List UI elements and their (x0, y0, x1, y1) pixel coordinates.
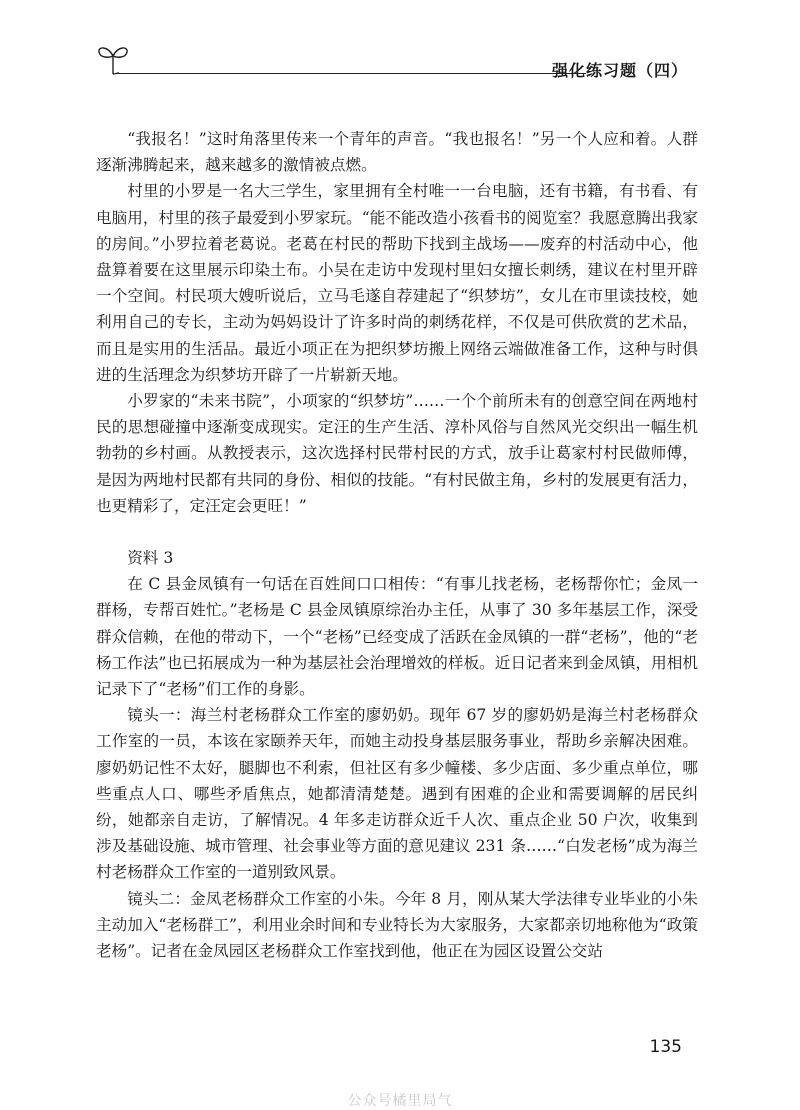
paragraph: 镜头二：金凤老杨群众工作室的小朱。今年 8 月，刚从某大学法律专业毕业的小朱主动加入“老杨群工”，利用业余时间和专业特长为大家服务，大家都亲切地称他为“政策老杨”。记者在金凤园区老杨群众工作室找到他，他正在为园区设置公交站 (96, 889, 698, 961)
section-title: 强化练习题（四） (551, 61, 688, 80)
paragraph: 镜头一：海兰村老杨群众工作室的廖奶奶。现年 67 岁的廖奶奶是海兰村老杨群众工作室的一员，本该在家颐养天年，而她主动投身基层服务事业，帮助乡亲解决困难。廖奶奶记性不太好，腿脚也不利索，但社区有多少幢楼、多少店面、多少重点单位，哪些重点人口、哪些矛盾焦点，她都清清楚楚。遇到有困难的企业和需要调解的居民纠纷，她都亲自走访，了解情况。4 年多走访群众近千人次、重点企业 50 户次，收集到涉及基础设施、城市管理、社会事业等方面的意见建议 231 条……“白发老杨”成为海兰村老杨群众工作室的一道别致风景。 (96, 706, 698, 882)
sprout-icon (96, 40, 130, 80)
header-rule (118, 73, 586, 74)
body-text (96, 126, 698, 964)
paragraph: 小罗家的“未来书院”，小项家的“织梦坊”……一个个前所未有的创意空间在两地村民的思想碰撞中逐渐变成现实。定汪的生产生活、淳朴风俗与自然风光交织出一幅生机勃勃的乡村画。从教授表示，这次选择村民带村民的方式，放手让葛家村村民做师傅，是因为两地村民都有共同的身份、相似的技能。“有村民做主角，乡村的发展更有活力，也更精彩了，定汪定会更旺！” (96, 392, 698, 515)
page-number: 135 (649, 1037, 682, 1057)
page-header (96, 40, 696, 80)
paragraph: 村里的小罗是一名大三学生，家里拥有全村唯一一台电脑，还有书籍，有书看、有电脑用，村里的孩子最爱到小罗家玩。“能不能改造小孩看书的阅览室？我愿意腾出我家的房间。”小罗拉着老葛说。老葛在村民的帮助下找到主战场——废弃的村活动中心，他盘算着要在这里展示印染土布。小吴在走访中发现村里妇女擅长刺绣，建议在村里开辟一个空间。村民项大嫂听说后，立马毛遂自荐建起了“织梦坊”，女儿在市里读技校，她利用自己的专长，主动为妈妈设计了许多时尚的刺绣花样，不仅是可供欣赏的艺术品，而且是实用的生活品。最近小项正在为把织梦坊搬上网络云端做准备工作，这种与时俱进的生活理念为织梦坊开辟了一片崭新天地。 (96, 182, 698, 384)
watermark: 公众号橘里局气 (347, 1093, 453, 1109)
material-heading: 资料 3 (127, 549, 174, 568)
paragraph: 在 C 县金凤镇有一句话在百姓间口口相传：“有事儿找老杨，老杨帮你忙；金凤一群杨，专帮百姓忙。”老杨是 C 县金凤镇原综治办主任，从事了 30 多年基层工作，深受群众信赖，在他的带动下，一个“老杨”已经变成了活跃在金凤镇的一群“老杨”，他的“老杨工作法”也已拓展成为一种为基层社会治理增效的样板。近日记者来到金凤镇，用相机记录下了“老杨”们工作的身影。 (96, 575, 698, 699)
paragraph: “我报名！”这时角落里传来一个青年的声音。“我也报名！”另一个人应和着。人群逐渐沸腾起来，越来越多的激情被点燃。 (96, 130, 698, 175)
